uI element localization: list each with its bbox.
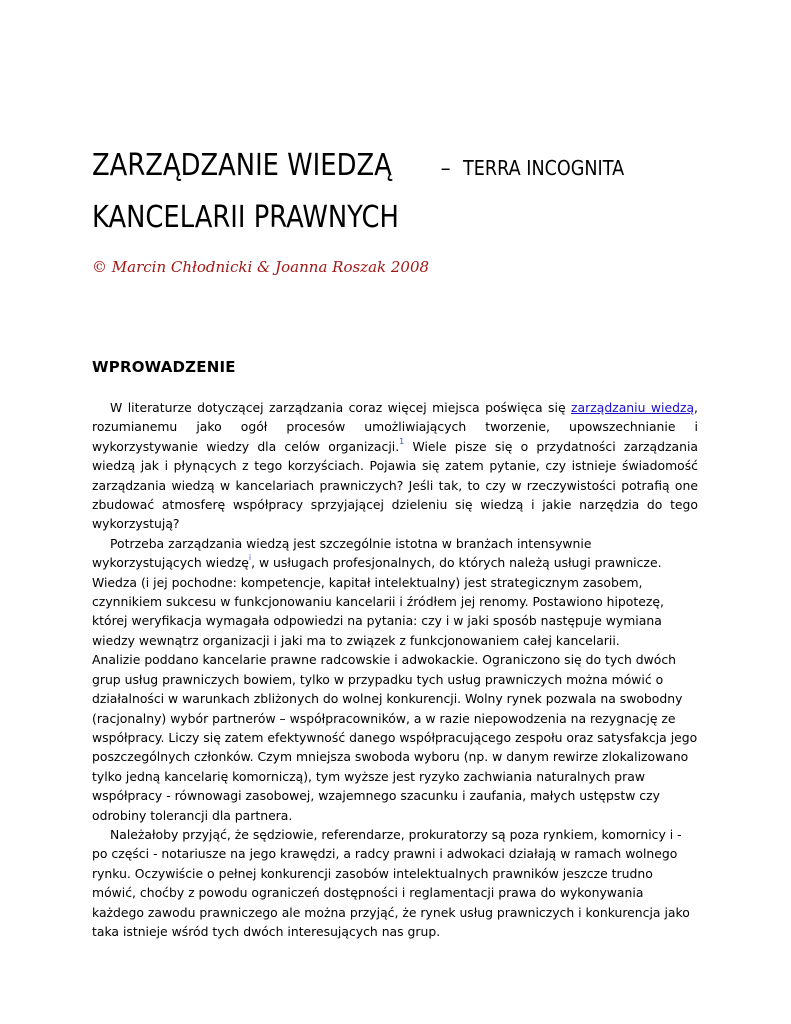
document-title [92, 138, 732, 242]
paragraph-2-text-b: , w usługach profesjonalnych, do których należą usługi prawnicze. Wiedza (i jej pochodne: kompetencje, kapitał intelektualny) jest strategicznym zasobem, czynnikiem sukcesu w funkcjonowaniu kancelarii i źródłem jej renomy. Postawiono hipotezę, której weryfikacja wymagała odpowiedzi na pytania: czy i w jaki sposób następuje wymiana wiedzy wewnątrz organizacji i jaki ma to związek z funkcjonowaniem całej kancelarii. [92, 555, 664, 648]
paragraph-1 [92, 398, 698, 534]
title-line-2-text: KANCELARII PRAWNYCH [92, 200, 399, 235]
title-line-1 [92, 138, 732, 190]
footnote-ref-1[interactable]: 1 [399, 436, 405, 446]
title-dash: – [440, 156, 451, 180]
copyright-notice: © Marcin Chłodnicki & Joanna Roszak 2008 [92, 258, 430, 276]
paragraph-1-text-a: W literaturze dotyczącej zarządzania coraz więcej miejsca poświęca się [110, 400, 572, 415]
paragraph-4: Należałoby przyjąć, że sędziowie, referendarze, prokuratorzy są poza rynkiem, komornicy i - po części - notariusze na jego krawędzi, a radcy prawni i adwokaci działają w ramach wolnego rynku. Oczywiście o pełnej konkurencji zasobów intelektualnych prawników jeszcze trudno mówić, choćby z powodu ograniczeń dostępności i reglamentacji prawa do wykonywania każdego zawodu prawniczego ale można przyjąć, że rynek usług prawniczych i konkurencja jako taka istnieje wśród tych dwóch interesujących nas grup. [92, 826, 690, 939]
knowledge-management-link[interactable]: zarządzaniu wiedzą [571, 400, 695, 415]
footnote-ref-i[interactable]: i [248, 553, 252, 563]
paragraph-2-text-a: Potrzeba zarządzania wiedzą jest szczególnie istotna w branżach intensywnie wykorzystujących wiedzę [92, 535, 592, 571]
paragraph-2 [92, 534, 698, 650]
title-subtitle: TERRA INCOGNITA [462, 156, 624, 180]
section-heading: WPROWADZENIE [92, 358, 236, 376]
paragraph-1-text-b: , rozumianemu jako ogół procesów umożliwiających tworzenie, upowszechnianie i wykorzystywanie wiedzy dla celów organizacji. [92, 400, 698, 454]
title-main: ZARZĄDZANIE WIEDZĄ [92, 148, 392, 183]
paragraph-3: Analizie poddano kancelarie prawne radcowskie i adwokackie. Ograniczono się do tych dwóch grup usług prawniczych bowiem, tylko w przypadku tych usług prawniczych można mówić o działalności w warunkach zbliżonych do wolnej konkurencji. Wolny rynek pozwala na swobodny (racjonalny) wybór partnerów – współpracowników, a w razie niepowodzenia na rezygnację ze współpracy. Liczy się zatem efektywność danego współpracującego zespołu oraz satysfakcja jego poszczególnych członków. Czym mniejsza swoboda wyboru (np. w danym rewirze zlokalizowano tylko jedną kancelarię komorniczą), tym wyższe jest ryzyko zachwiania naturalnych praw współpracy - równowagi zasobowej, wzajemnego szacunku i zaufania, małych ustępstw czy odrobiny tolerancji dla partnera. [92, 652, 698, 823]
body-text [92, 398, 698, 941]
paragraph-1-text-c: Wiele pisze się o przydatności zarządzania wiedzą jak i płynących z tego korzyściach. Pojawia się zatem pytanie, czy istnieje świadomość zarządzania wiedzą w kancelariach prawniczych? Jeśli tak, to czy w rzeczywistości potrafią one zbudować atmosferę współpracy sprzyjającej dzieleniu się wiedzą i jakie narzędzia do tego wykorzystują? [92, 438, 698, 532]
title-line-2 [92, 190, 732, 242]
